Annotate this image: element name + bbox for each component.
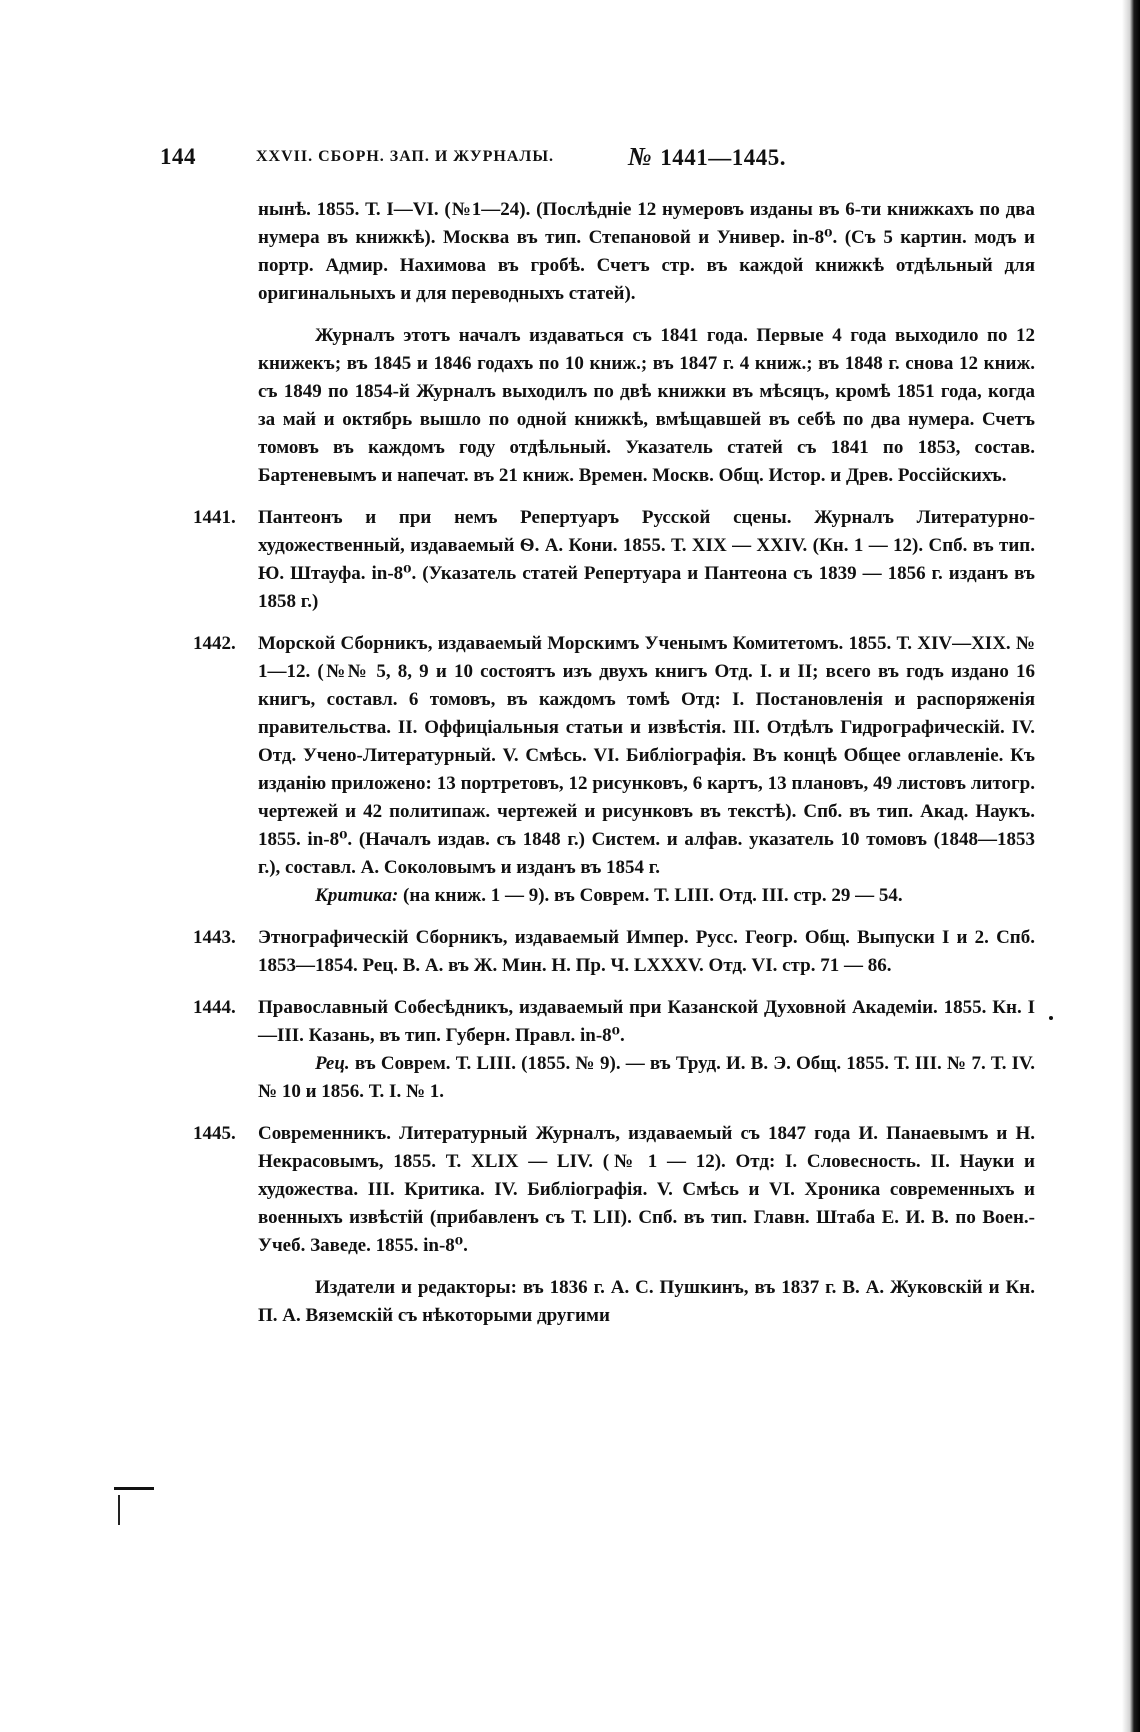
entry-text: Морской Сборникъ, издаваемый Морскимъ Ученымъ Комитетомъ. 1855. Т. XIV—XIX. № 1—12. (№№ 5, 8, 9 и 10 состоятъ изъ двухъ книгъ Отд. I. и II; всего въ годъ издано 16 книгъ, составл. 6 томовъ, въ каждомъ томѣ Отд: I. Постановленія и распоряженія правительства. II. Оффиціальныя статьи и извѣстія. III. Отдѣлъ Гидрографическій. IV. Отд. Учено-Литературный. V. Смѣсь. VI. Библіографія. Въ концѣ Общее оглавленіе. Къ изданію приложено: 13 портретовъ, 12 рисунковъ, 6 картъ, 13 плановъ, 49 листовъ литогр. чертежей и 42 политипаж. чертежей и рисунковъ въ текстѣ). Спб. въ тип. Акад. Наукъ. 1855. in-8⁰. (Началъ издав. съ 1848 г.) Систем. и алфав. указатель 10 томовъ (1848—1853 г.), составл. А. Соколовымъ и изданъ въ 1854 г. <box>258 633 1035 878</box>
entry-1443 <box>150 924 1035 980</box>
entry-text: Пантеонъ и при немъ Репертуаръ Русской сцены. Журналъ Литературно-художественный, издаваемый Ѳ. А. Кони. 1855. Т. XIX — XXIV. (Кн. 1 — 12). Спб. въ тип. Ю. Штауфа. in-8⁰. (Указатель статей Репертуара и Пантеона съ 1839 — 1856 г. изданъ въ 1858 г.) <box>258 507 1035 612</box>
entry-1445-editors: Издатели и редакторы: въ 1836 г. А. С. Пушкинъ, въ 1837 г. В. А. Жуковскій и Кн. П. А. Вяземскій съ нѣкоторыми другими <box>258 1277 1035 1326</box>
critique-label: Критика: <box>315 885 399 906</box>
margin-pencil-tick <box>118 1495 120 1525</box>
ink-speck <box>1049 1016 1053 1020</box>
entry-number: 1443. <box>193 927 236 948</box>
entry-text: Современникъ. Литературный Журналъ, издаваемый съ 1847 года И. Панаевымъ и Н. Некрасовымъ, 1855. Т. XLIX — LIV. (№ 1 — 12). Отд: I. Словесность. II. Науки и художества. III. Критика. IV. Библіографія. V. Смѣсь и VI. Хроника современныхъ и военныхъ извѣстій (прибавленъ съ Т. LII). Спб. въ тип. Главн. Штаба Е. И. В. по Воен.-Учеб. Заведе. 1855. in-8⁰. <box>258 1123 1035 1256</box>
entry-1444 <box>150 994 1035 1050</box>
margin-pencil-mark <box>114 1487 154 1490</box>
review-label: Рец. <box>315 1053 350 1074</box>
page-body <box>150 196 1035 1330</box>
entry-number: 1442. <box>193 633 236 654</box>
book-spine-edge <box>1130 0 1140 1732</box>
entry-1444-review <box>150 1050 1035 1106</box>
running-title: XXVII. СБОРН. ЗАП. И ЖУРНАЛЫ. <box>256 148 555 165</box>
entry-1445 <box>150 1120 1035 1260</box>
entry-number: 1441. <box>193 507 236 528</box>
entry-range <box>628 142 786 172</box>
page-number: 144 <box>160 144 196 169</box>
spine-shadow <box>1122 0 1130 1732</box>
entry-1442-critique <box>150 882 1035 910</box>
entry-range-text: 1441—1445. <box>660 145 787 170</box>
intro-continuation: нынѣ. 1855. Т. I—VI. (№1—24). (Послѣдніе 12 нумеровъ изданы въ 6-ти книжкахъ по два нумера въ книжкѣ). Москва въ тип. Степановой и Универ. in-8⁰. (Съ 5 картин. модъ и портр. Адмир. Нахимова въ гробѣ. Счетъ стр. въ каждой книжкѣ отдѣльный для оригинальныхъ и для переводныхъ статей). <box>258 199 1035 304</box>
numero-sign: № <box>628 142 653 171</box>
running-header <box>160 142 960 182</box>
entry-text: Этнографическій Сборникъ, издаваемый Импер. Русс. Геогр. Общ. Выпуски I и 2. Спб. 1853—1854. Рец. В. А. въ Ж. Мин. Н. Пр. Ч. LXXXV. Отд. VI. стр. 71 — 86. <box>258 927 1035 976</box>
critique-text: (на книж. 1 — 9). въ Соврем. Т. LIII. Отд. III. стр. 29 — 54. <box>403 885 903 906</box>
entry-1441 <box>150 504 1035 616</box>
review-text: въ Соврем. Т. LIII. (1855. № 9). — въ Труд. И. В. Э. Общ. 1855. Т. III. № 7. Т. IV. № 10 и 1856. Т. I. № 1. <box>258 1053 1036 1102</box>
entry-text: Православный Собесѣдникъ, издаваемый при Казанской Духовной Академіи. 1855. Кн. I—III. Казань, въ тип. Губерн. Правл. in-8⁰. <box>258 997 1035 1046</box>
entry-number: 1445. <box>193 1123 236 1144</box>
entry-1442 <box>150 630 1035 882</box>
entry-number: 1444. <box>193 997 236 1018</box>
journal-history: Журналъ этотъ началъ издаваться съ 1841 года. Первые 4 года выходило по 12 книжекъ; въ 1845 и 1846 годахъ по 10 книж.; въ 1847 г. 4 книж.; въ 1848 г. снова 12 книж. съ 1849 по 1854-й Журналъ выходилъ по двѣ книжки въ мѣсяцъ, кромѣ 1851 года, когда за май и октябрь вышло по одной книжкѣ, вмѣщавшей въ себѣ по два нумера. Счетъ томовъ въ каждомъ году отдѣльный. Указатель статей съ 1841 по 1853, состав. Бартеневымъ и напечат. въ 21 книж. Времен. Москв. Общ. Истор. и Древ. Россійскихъ. <box>258 325 1035 486</box>
